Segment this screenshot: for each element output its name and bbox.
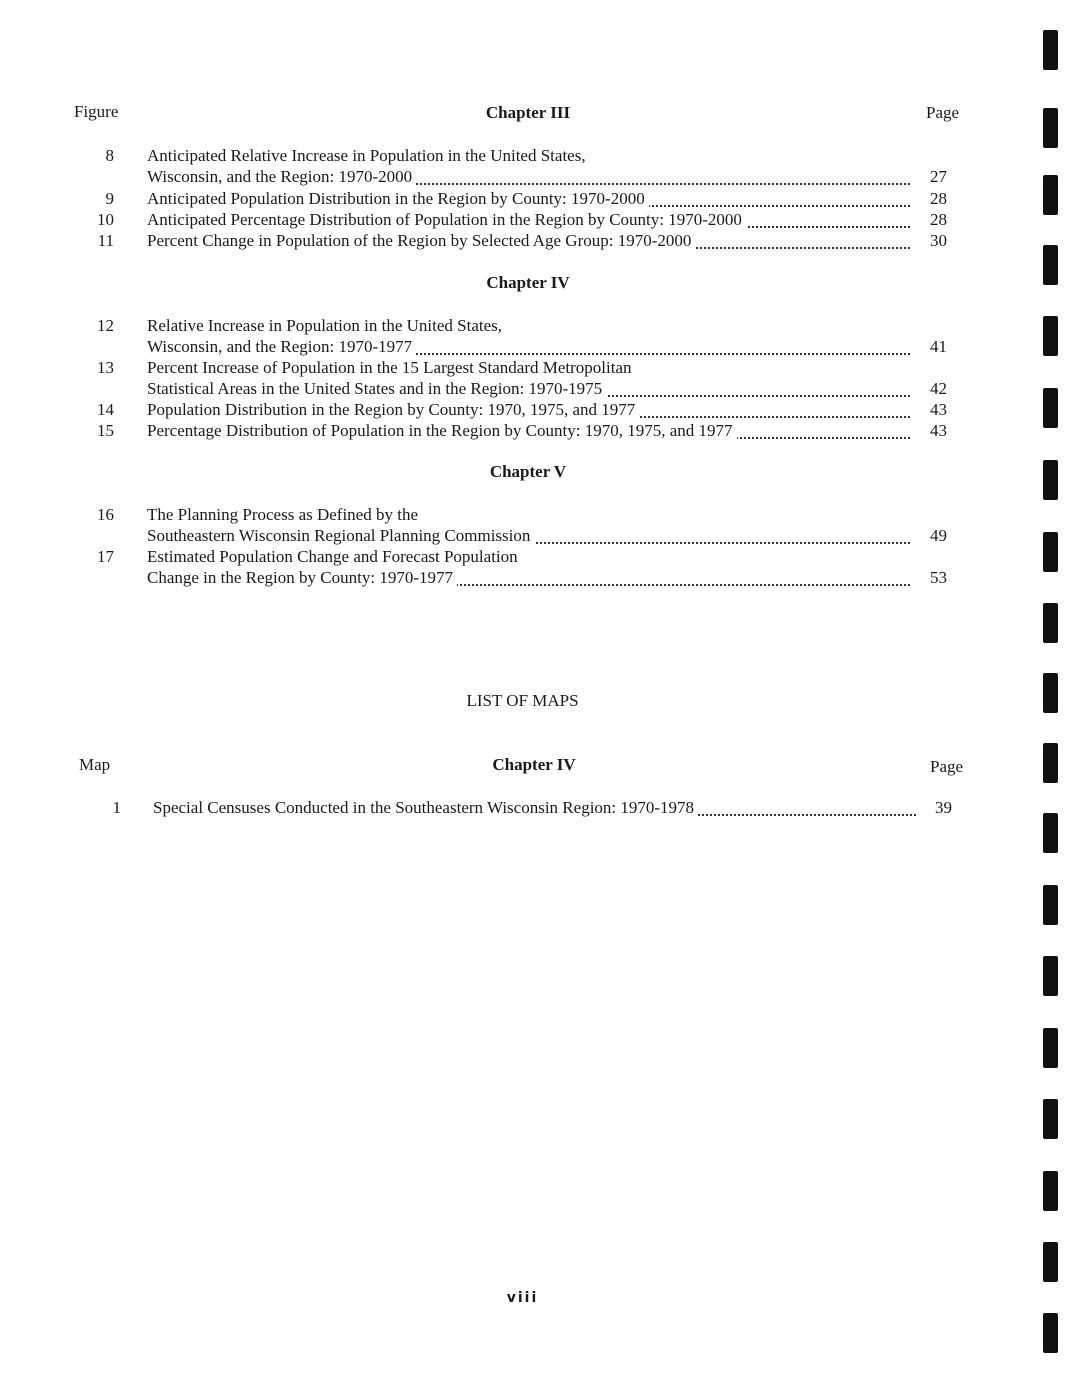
entry-number: 9 xyxy=(105,189,114,208)
binding-mark xyxy=(1043,245,1058,285)
entry-number: 1 xyxy=(112,798,121,817)
entry-title-text: Anticipated Relative Increase in Population in the United States, xyxy=(147,146,590,165)
entry-title-line xyxy=(147,421,910,443)
entry-page-number: 49 xyxy=(930,526,947,545)
entry-title-line xyxy=(147,167,910,189)
entry-page-number: 28 xyxy=(930,210,947,229)
entry-page-number: 28 xyxy=(930,189,947,208)
entry-title-text: Population Distribution in the Region by County: 1970, 1975, and 1977 xyxy=(147,400,639,419)
page-column-header: Page xyxy=(926,103,960,122)
entry-number: 15 xyxy=(97,421,114,440)
binding-mark xyxy=(1043,1171,1058,1211)
binding-mark xyxy=(1043,1028,1058,1068)
entry-number: 14 xyxy=(97,400,114,419)
entry-title-line xyxy=(147,210,910,232)
entry-title-line xyxy=(147,568,910,590)
chapter-heading: Chapter IV xyxy=(486,273,570,292)
map-page-column-header: Page xyxy=(930,757,964,776)
entry-page-number: 41 xyxy=(930,337,947,356)
entry-title-text: The Planning Process as Defined by the xyxy=(147,505,422,524)
binding-mark xyxy=(1043,30,1058,70)
entry-page-number: 43 xyxy=(930,400,947,419)
entry-page-number: 30 xyxy=(930,231,947,250)
chapter-heading: Chapter V xyxy=(489,462,567,481)
entry-title-text: Special Censuses Conducted in the Southeastern Wisconsin Region: 1970-1978 xyxy=(153,798,698,817)
binding-mark xyxy=(1043,956,1058,996)
entry-number: 16 xyxy=(97,505,114,524)
entry-title-text: Estimated Population Change and Forecast Population xyxy=(147,547,522,566)
binding-mark xyxy=(1043,1099,1058,1139)
map-chapter-heading: Chapter IV xyxy=(492,755,576,774)
entry-title-line xyxy=(147,379,910,401)
binding-mark xyxy=(1043,175,1058,215)
entry-page-number: 27 xyxy=(930,167,947,186)
binding-mark xyxy=(1043,316,1058,356)
entry-title-line xyxy=(147,547,910,569)
binding-mark xyxy=(1043,813,1058,853)
entry-title-text: Percentage Distribution of Population in the Region by County: 1970, 1975, and 1977 xyxy=(147,421,737,440)
entry-number: 12 xyxy=(97,316,114,335)
entry-page-number: 39 xyxy=(935,798,952,817)
entry-page-number: 43 xyxy=(930,421,947,440)
binding-mark xyxy=(1043,885,1058,925)
entry-title-line xyxy=(147,189,910,211)
binding-mark xyxy=(1043,532,1058,572)
entry-title-text: Percent Increase of Population in the 15 Largest Standard Metropolitan xyxy=(147,358,636,377)
entry-page-number: 53 xyxy=(930,568,947,587)
binding-mark xyxy=(1043,108,1058,148)
binding-mark xyxy=(1043,388,1058,428)
entry-number: 11 xyxy=(97,231,114,250)
page-folio: viii xyxy=(506,1290,539,1306)
entry-title-text: Anticipated Percentage Distribution of Population in the Region by County: 1970-2000 xyxy=(147,210,746,229)
entry-title-line xyxy=(147,400,910,422)
entry-title-text: Wisconsin, and the Region: 1970-1977 xyxy=(147,337,416,356)
entry-number: 17 xyxy=(97,547,114,566)
entry-title-line xyxy=(147,337,910,359)
chapter-heading: Chapter III xyxy=(485,103,571,122)
binding-mark xyxy=(1043,1242,1058,1282)
entry-title-text: Change in the Region by County: 1970-1977 xyxy=(147,568,457,587)
entry-title-text: Southeastern Wisconsin Regional Planning Commission xyxy=(147,526,534,545)
entry-page-number: 42 xyxy=(930,379,947,398)
entry-title-text: Anticipated Population Distribution in the Region by County: 1970-2000 xyxy=(147,189,649,208)
entry-title-text: Relative Increase in Population in the United States, xyxy=(147,316,506,335)
entry-title-text: Statistical Areas in the United States and in the Region: 1970-1975 xyxy=(147,379,606,398)
entry-title-line xyxy=(147,505,910,527)
entry-title-line xyxy=(147,358,910,380)
binding-mark xyxy=(1043,460,1058,500)
entry-number: 13 xyxy=(97,358,114,377)
entry-title-line xyxy=(147,316,910,338)
entry-title-text: Wisconsin, and the Region: 1970-2000 xyxy=(147,167,416,186)
entry-number: 8 xyxy=(105,146,114,165)
binding-mark xyxy=(1043,1313,1058,1353)
binding-mark xyxy=(1043,743,1058,783)
entry-number: 10 xyxy=(97,210,114,229)
map-column-header: Map xyxy=(79,755,111,774)
figure-column-header: Figure xyxy=(74,102,119,121)
entry-title-line xyxy=(147,231,910,253)
list-of-maps-title: LIST OF MAPS xyxy=(466,691,579,710)
entry-title-line xyxy=(147,146,910,168)
binding-mark xyxy=(1043,673,1058,713)
binding-mark xyxy=(1043,603,1058,643)
entry-title-text: Percent Change in Population of the Region by Selected Age Group: 1970-2000 xyxy=(147,231,695,250)
entry-title-line xyxy=(153,798,916,820)
entry-title-line xyxy=(147,526,910,548)
